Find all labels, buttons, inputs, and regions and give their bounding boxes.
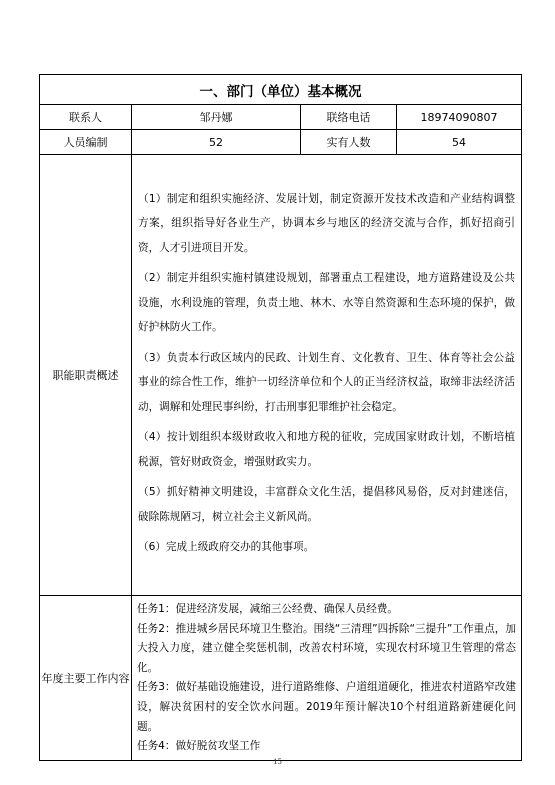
duty-item: （2）制定并组织实施村镇建设规划，部署重点工程建设，地方道路建设及公共设施，水利设施的管理，负责土地、林木、水等自然资源和生态环境的保护，做好护林防火工作。: [138, 272, 516, 333]
section-title: 一、部门（单位）基本概况: [40, 75, 522, 105]
duties-label: 职能职责概述: [40, 155, 132, 596]
duties-content: [132, 155, 522, 596]
contact-name: 邹丹娜: [132, 105, 301, 130]
duty-item: （6）完成上级政府交办的其他事项。: [138, 541, 315, 553]
task-item: 任务2：推进城乡居民环境卫生整治。围绕“三清理”四拆除“三提升”工作重点，加大投入力度，建立健全奖惩机制，改善农村环境，实现农村环境卫生管理的常态化。: [137, 622, 517, 674]
duty-item: （5）抓好精神文明建设，丰富群众文化生活，提倡移风易俗，反对封建迷信，破除陈规陋习，树立社会主义新风尚。: [138, 486, 516, 523]
staffing-label: 人员编制: [40, 130, 132, 155]
phone-label: 联络电话: [301, 105, 397, 130]
duty-item: （4）按计划组织本级财政收入和地方税的征收，完成国家财政计划，不断培植税源，管好财政资金，增强财政实力。: [138, 431, 516, 468]
duty-item: （1）制定和组织实施经济、发展计划，制定资源开发技术改造和产业结构调整方案，组织指导好各业生产，协调本乡与地区的经济交流与合作，抓好招商引资，人才引进项目开发。: [138, 192, 516, 254]
annual-work-label: 年度主要工作内容: [40, 596, 132, 761]
contact-label: 联系人: [40, 105, 132, 130]
actual-staff-value: 54: [397, 130, 522, 155]
annual-work-content: [132, 596, 522, 761]
actual-staff-label: 实有人数: [301, 130, 397, 155]
task-item: 任务3：做好基础设施建设，进行道路维修、户道组道硬化，推进农村道路窄改建设，解决贫困村的安全饮水问题。2019年预计解决10个村组道路新建硬化问题。: [137, 681, 517, 733]
staffing-value: 52: [132, 130, 301, 155]
phone-value: 18974090807: [397, 105, 522, 130]
task-item: 任务4：做好脱贫攻坚工作: [137, 740, 261, 753]
page-number: 15: [273, 756, 282, 766]
basic-info-table: [39, 74, 522, 761]
task-item: 任务1：促进经济发展，减缩三公经费、确保人员经费。: [137, 603, 398, 615]
duty-item: （3）负责本行政区域内的民政、计划生育、文化教育、卫生、体育等社会公益事业的综合性工作，维护一切经济单位和个人的正当经济权益，取缔非法经济活动，调解和处理民事纠纷，打击刑事犯罪维护社会稳定。: [138, 351, 516, 413]
